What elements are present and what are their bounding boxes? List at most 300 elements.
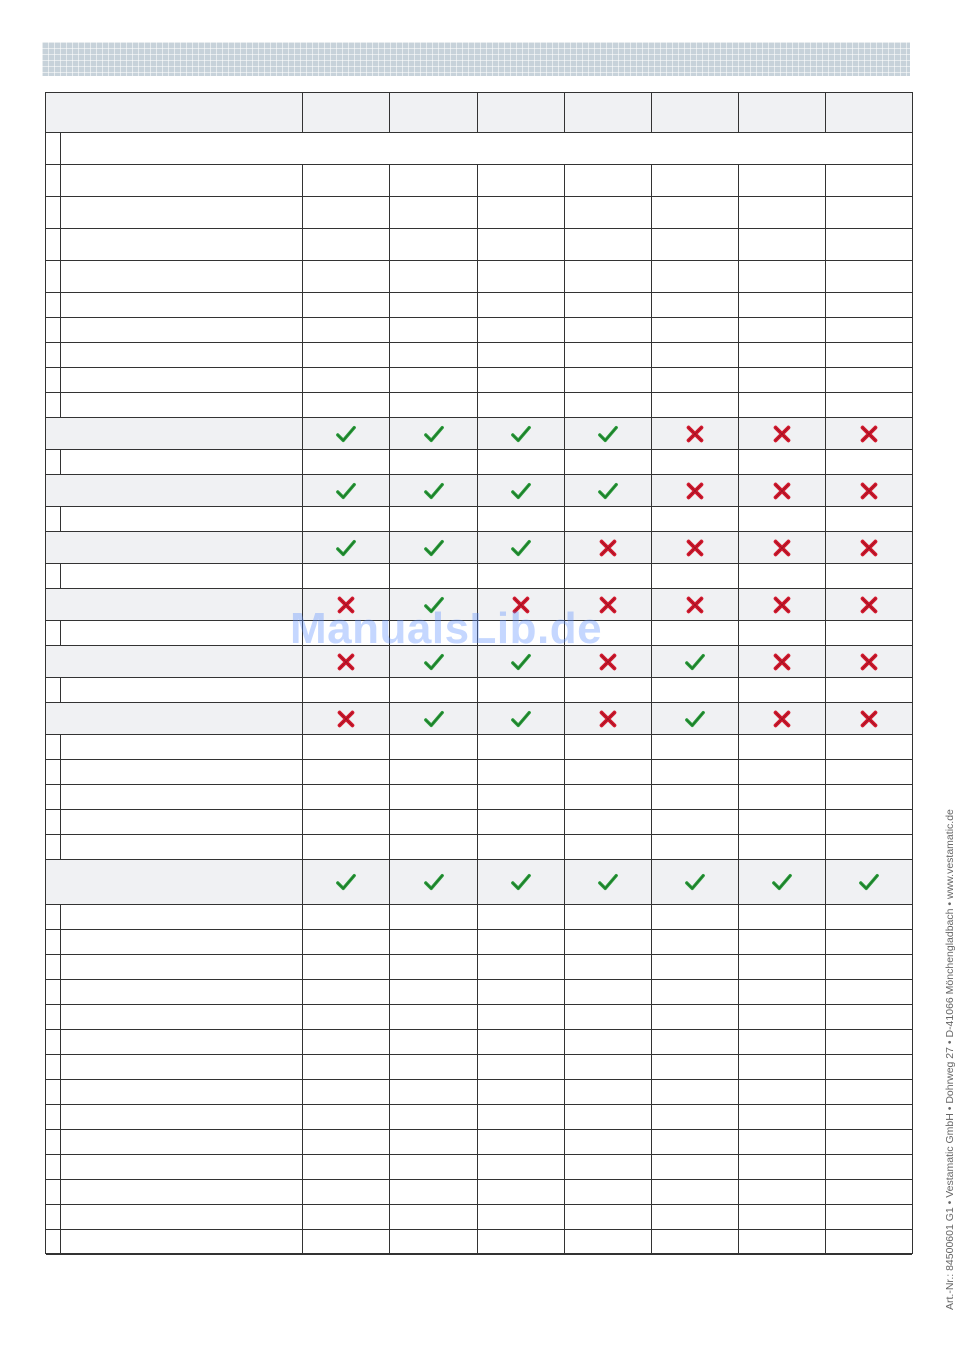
table-cell: [826, 93, 912, 132]
table-cell: [739, 760, 825, 784]
table-cell: [652, 450, 738, 474]
table-cell: [739, 589, 825, 620]
table-cell: [826, 703, 912, 734]
table-cell: [826, 760, 912, 784]
table-cell: [478, 1155, 564, 1179]
table-cell: [565, 318, 651, 342]
table-cell: [826, 835, 912, 859]
table-row: [46, 785, 912, 810]
table-cell: [652, 343, 738, 367]
cross-icon: [335, 708, 357, 730]
indent-divider: [60, 621, 61, 645]
indent-divider: [60, 1005, 61, 1029]
table-cell: [826, 860, 912, 904]
table-cell: [739, 343, 825, 367]
indent-divider: [60, 1155, 61, 1179]
table-cell: [739, 1205, 825, 1229]
indent-divider: [60, 1055, 61, 1079]
table-cell: [826, 1030, 912, 1054]
table-cell: [478, 760, 564, 784]
table-cell: [739, 507, 825, 531]
table-cell: [303, 980, 389, 1004]
table-cell: [390, 165, 477, 196]
table-cell: [478, 368, 564, 392]
check-icon: [423, 871, 445, 893]
table-cell: [652, 293, 738, 317]
table-cell: [565, 1030, 651, 1054]
table-cell: [303, 1205, 389, 1229]
table-cell: [652, 507, 738, 531]
table-cell: [565, 532, 651, 563]
table-cell: [565, 93, 651, 132]
cross-icon: [771, 651, 793, 673]
table-cell: [565, 860, 651, 904]
table-cell: [652, 646, 738, 677]
cross-icon: [771, 423, 793, 445]
table-row: [46, 229, 912, 261]
table-cell: [565, 507, 651, 531]
table-cell: [739, 735, 825, 759]
table-cell: [303, 418, 389, 449]
table-cell: [652, 1180, 738, 1204]
table-cell: [390, 1180, 477, 1204]
table-cell: [478, 418, 564, 449]
table-cell: [826, 293, 912, 317]
table-cell: [565, 229, 651, 260]
table-cell: [565, 261, 651, 292]
cross-icon: [858, 480, 880, 502]
table-cell: [652, 1030, 738, 1054]
table-cell: [478, 564, 564, 588]
table-cell: [826, 1080, 912, 1104]
table-cell: [826, 1180, 912, 1204]
indent-divider: [60, 810, 61, 834]
check-icon: [684, 871, 706, 893]
table-cell: [652, 930, 738, 954]
watermark: ManualsLib.de: [290, 604, 603, 653]
table-cell: [739, 810, 825, 834]
cross-icon: [684, 423, 706, 445]
indent-divider: [60, 760, 61, 784]
table-cell: [303, 860, 389, 904]
table-cell: [739, 646, 825, 677]
table-cell: [390, 810, 477, 834]
table-cell: [303, 229, 389, 260]
table-cell: [565, 1080, 651, 1104]
table-cell: [565, 835, 651, 859]
table-cell: [390, 1030, 477, 1054]
table-row: [46, 1180, 912, 1205]
table-cell: [303, 564, 389, 588]
table-cell: [826, 678, 912, 702]
table-cell: [565, 197, 651, 228]
indent-divider: [60, 1205, 61, 1229]
cross-icon: [684, 594, 706, 616]
table-cell: [739, 1005, 825, 1029]
indent-divider: [60, 1130, 61, 1154]
table-cell: [565, 475, 651, 506]
table-row: [46, 860, 912, 905]
table-cell: [390, 1230, 477, 1254]
table-row: [46, 418, 912, 450]
table-cell: [478, 197, 564, 228]
table-cell: [303, 1055, 389, 1079]
table-cell: [652, 1205, 738, 1229]
table-cell: [826, 930, 912, 954]
indent-divider: [60, 507, 61, 531]
table-cell: [303, 393, 389, 417]
table-cell: [652, 165, 738, 196]
indent-divider: [60, 368, 61, 392]
table-cell: [652, 261, 738, 292]
table-row: [46, 261, 912, 293]
table-cell: [478, 1030, 564, 1054]
table-cell: [739, 229, 825, 260]
table-row: [46, 343, 912, 368]
indent-divider: [60, 293, 61, 317]
table-cell: [652, 1155, 738, 1179]
table-cell: [739, 450, 825, 474]
table-cell: [303, 450, 389, 474]
table-cell: [390, 955, 477, 979]
table-cell: [652, 532, 738, 563]
check-icon: [510, 537, 532, 559]
table-cell: [478, 835, 564, 859]
table-cell: [826, 955, 912, 979]
cross-icon: [858, 708, 880, 730]
table-cell: [478, 1105, 564, 1129]
check-icon: [771, 871, 793, 893]
table-cell: [565, 368, 651, 392]
table-cell: [739, 393, 825, 417]
table-row: [46, 133, 912, 165]
table-cell: [739, 197, 825, 228]
table-row: [46, 165, 912, 197]
table-cell: [303, 318, 389, 342]
table-row: [46, 564, 912, 589]
table-cell: [565, 1180, 651, 1204]
table-cell: [826, 905, 912, 929]
table-cell: [478, 507, 564, 531]
table-cell: [478, 703, 564, 734]
table-cell: [390, 905, 477, 929]
table-cell: [390, 475, 477, 506]
table-cell: [565, 418, 651, 449]
table-cell: [390, 860, 477, 904]
table-row: [46, 1130, 912, 1155]
table-cell: [478, 1205, 564, 1229]
table-cell: [478, 475, 564, 506]
table-cell: [652, 418, 738, 449]
table-cell: [826, 450, 912, 474]
table-row: [46, 1155, 912, 1180]
table-row: [46, 955, 912, 980]
table-cell: [390, 760, 477, 784]
table-cell: [565, 1105, 651, 1129]
table-cell: [652, 229, 738, 260]
table-cell: [478, 450, 564, 474]
table-cell: [739, 1030, 825, 1054]
cross-icon: [597, 537, 619, 559]
header-band: [42, 42, 910, 76]
table-cell: [303, 368, 389, 392]
table-cell: [652, 810, 738, 834]
table-cell: [390, 197, 477, 228]
table-cell: [565, 1155, 651, 1179]
table-cell: [826, 1105, 912, 1129]
table-cell: [739, 785, 825, 809]
table-cell: [565, 1205, 651, 1229]
table-cell: [478, 930, 564, 954]
table-cell: [739, 165, 825, 196]
cross-icon: [597, 708, 619, 730]
table-row: [46, 532, 912, 564]
table-cell: [739, 1105, 825, 1129]
table-cell: [739, 703, 825, 734]
table-cell: [478, 93, 564, 132]
indent-divider: [60, 1230, 61, 1254]
table-cell: [478, 980, 564, 1004]
table-cell: [303, 760, 389, 784]
indent-divider: [60, 165, 61, 196]
table-cell: [739, 318, 825, 342]
table-cell: [390, 507, 477, 531]
table-cell: [565, 980, 651, 1004]
table-cell: [826, 229, 912, 260]
check-icon: [597, 423, 619, 445]
table-cell: [739, 418, 825, 449]
table-row: [46, 293, 912, 318]
table-cell: [303, 703, 389, 734]
indent-divider: [60, 955, 61, 979]
table-cell: [303, 1030, 389, 1054]
table-cell: [739, 955, 825, 979]
table-row: [46, 1205, 912, 1230]
table-cell: [739, 621, 825, 645]
indent-divider: [60, 930, 61, 954]
table-cell: [303, 678, 389, 702]
table-cell: [652, 678, 738, 702]
table-cell: [652, 393, 738, 417]
table-cell: [826, 735, 912, 759]
table-cell: [739, 261, 825, 292]
indent-divider: [60, 229, 61, 260]
table-cell: [565, 165, 651, 196]
comparison-table: [45, 92, 913, 1254]
table-row: [46, 507, 912, 532]
table-cell: [390, 703, 477, 734]
table-cell: [565, 1055, 651, 1079]
check-icon: [335, 537, 357, 559]
table-cell: [739, 980, 825, 1004]
table-row: [46, 703, 912, 735]
indent-divider: [60, 835, 61, 859]
table-cell: [303, 1230, 389, 1254]
table-cell: [565, 735, 651, 759]
check-icon: [684, 651, 706, 673]
check-icon: [423, 423, 445, 445]
table-cell: [739, 1155, 825, 1179]
table-cell: [739, 564, 825, 588]
table-cell: [390, 564, 477, 588]
table-row: [46, 810, 912, 835]
indent-divider: [60, 1080, 61, 1104]
table-cell: [565, 930, 651, 954]
cross-icon: [858, 651, 880, 673]
table-row: [46, 980, 912, 1005]
table-cell: [390, 229, 477, 260]
table-cell: [739, 475, 825, 506]
table-cell: [652, 564, 738, 588]
table-row: [46, 1055, 912, 1080]
table-cell: [652, 197, 738, 228]
table-cell: [390, 678, 477, 702]
table-cell: [826, 1230, 912, 1254]
indent-divider: [60, 980, 61, 1004]
table-cell: [478, 785, 564, 809]
indent-divider: [60, 318, 61, 342]
table-row: [46, 930, 912, 955]
table-cell: [565, 678, 651, 702]
indent-divider: [60, 785, 61, 809]
table-row: [46, 1230, 912, 1255]
table-cell: [303, 475, 389, 506]
table-cell: [390, 1205, 477, 1229]
table-cell: [390, 393, 477, 417]
table-cell: [303, 1005, 389, 1029]
table-cell: [478, 318, 564, 342]
table-cell: [478, 1055, 564, 1079]
table-cell: [826, 1155, 912, 1179]
cross-icon: [858, 537, 880, 559]
table-cell: [739, 835, 825, 859]
table-cell: [565, 810, 651, 834]
table-row: [46, 1105, 912, 1130]
table-cell: [303, 905, 389, 929]
table-cell: [739, 678, 825, 702]
table-cell: [739, 1055, 825, 1079]
table-cell: [478, 393, 564, 417]
table-cell: [652, 703, 738, 734]
table-cell: [739, 930, 825, 954]
table-cell: [478, 860, 564, 904]
table-cell: [303, 93, 389, 132]
cross-icon: [858, 594, 880, 616]
cross-icon: [858, 423, 880, 445]
table-cell: [826, 507, 912, 531]
table-cell: [826, 589, 912, 620]
table-cell: [478, 1080, 564, 1104]
check-icon: [510, 871, 532, 893]
table-cell: [565, 450, 651, 474]
table-cell: [652, 1055, 738, 1079]
table-cell: [826, 393, 912, 417]
cross-icon: [684, 537, 706, 559]
table-cell: [739, 1230, 825, 1254]
table-row: [46, 475, 912, 507]
table-header-row: [46, 93, 912, 133]
table-cell: [652, 955, 738, 979]
table-row: [46, 368, 912, 393]
table-cell: [652, 1080, 738, 1104]
indent-divider: [60, 261, 61, 292]
table-cell: [390, 1080, 477, 1104]
table-row: [46, 760, 912, 785]
table-row: [46, 450, 912, 475]
table-cell: [826, 165, 912, 196]
table-row: [46, 835, 912, 860]
indent-divider: [60, 450, 61, 474]
table-cell: [303, 343, 389, 367]
table-row: [46, 735, 912, 760]
table-cell: [303, 1130, 389, 1154]
check-icon: [423, 480, 445, 502]
indent-divider: [60, 905, 61, 929]
table-cell: [565, 343, 651, 367]
table-cell: [390, 930, 477, 954]
table-cell: [478, 293, 564, 317]
table-cell: [652, 785, 738, 809]
table-cell: [303, 165, 389, 196]
table-cell: [390, 1155, 477, 1179]
table-cell: [652, 735, 738, 759]
table-cell: [390, 1130, 477, 1154]
cross-icon: [684, 480, 706, 502]
table-cell: [565, 905, 651, 929]
table-cell: [390, 532, 477, 563]
table-row: [46, 1005, 912, 1030]
table-cell: [652, 621, 738, 645]
table-cell: [565, 1005, 651, 1029]
table-cell: [303, 261, 389, 292]
table-row: [46, 678, 912, 703]
check-icon: [510, 423, 532, 445]
table-cell: [652, 1230, 738, 1254]
table-cell: [826, 810, 912, 834]
table-cell: [390, 418, 477, 449]
table-cell: [390, 980, 477, 1004]
table-cell: [303, 835, 389, 859]
table-cell: [478, 810, 564, 834]
table-cell: [390, 785, 477, 809]
table-cell: [303, 735, 389, 759]
table-cell: [565, 1230, 651, 1254]
table-cell: [478, 905, 564, 929]
table-cell: [478, 1230, 564, 1254]
check-icon: [423, 708, 445, 730]
indent-divider: [60, 393, 61, 417]
table-cell: [652, 1130, 738, 1154]
check-icon: [510, 480, 532, 502]
table-cell: [565, 703, 651, 734]
table-cell: [390, 835, 477, 859]
table-cell: [478, 1005, 564, 1029]
table-cell: [390, 93, 477, 132]
table-cell: [478, 261, 564, 292]
table-cell: [652, 835, 738, 859]
table-cell: [826, 261, 912, 292]
table-cell: [652, 1005, 738, 1029]
table-cell: [826, 621, 912, 645]
table-cell: [739, 860, 825, 904]
table-cell: [478, 735, 564, 759]
table-row: [46, 393, 912, 418]
table-cell: [826, 418, 912, 449]
table-cell: [652, 760, 738, 784]
table-cell: [826, 368, 912, 392]
table-cell: [826, 197, 912, 228]
table-cell: [565, 293, 651, 317]
